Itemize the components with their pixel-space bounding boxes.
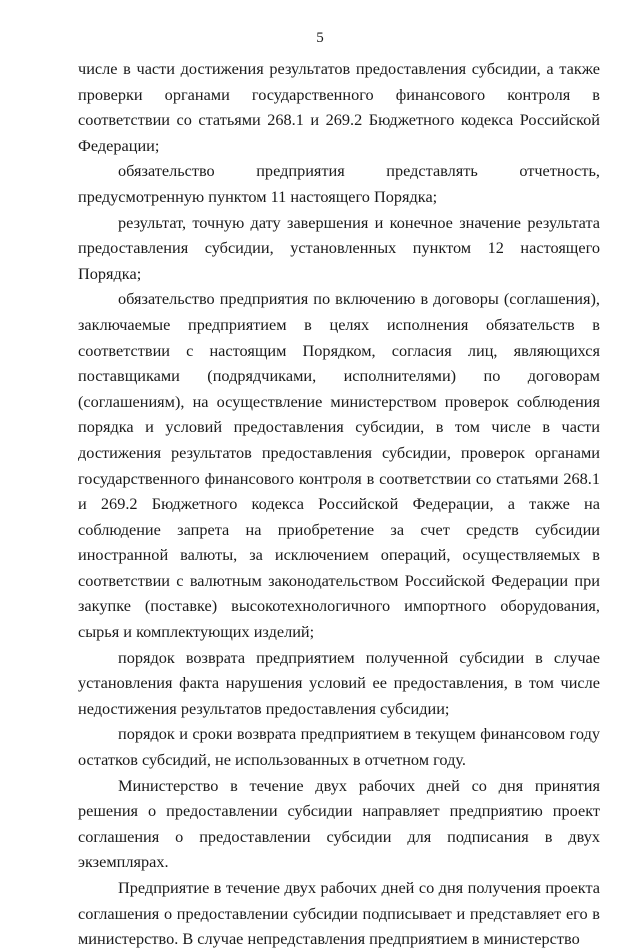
page-number: 5 [316,30,324,46]
paragraph-reporting-obligation: обязательство предприятия представлять отчетность, предусмотренную пунктом 11 настоящего Порядка; [78,161,600,206]
paragraph-ministry-sends: Министерство в течение двух рабочих дней со дня принятия решения о предоставлении субсидии направляет предприятию проект соглашения о предоставлении субсидии для подписания в двух экземплярах. [78,775,600,872]
paragraph-return-procedure: порядок возврата предприятием полученной субсидии в случае установления факта нарушения условий ее предоставления, в том числе недостижения результатов предоставления субсидии; [78,647,600,718]
paragraph-enterprise-signs: Предприятие в течение двух рабочих дней со дня получения проекта соглашения о предоставлении субсидии подписывает и представляет его в министерство. В случае непредставления предприятием в министерство [78,878,600,949]
paragraph-return-terms: порядок и сроки возврата предприятием в текущем финансовом году остатков субсидий, не использованных в отчетном году. [78,724,600,770]
paragraph-continued: числе в части достижения результатов предоставления субсидии, а также проверки органами государственного финансового контроля в соответствии со статьями 268.1 и 269.2 Бюджетного кодекса Российской Федерации; [78,59,600,155]
paragraph-contract-obligation: обязательство предприятия по включению в договоры (соглашения), заключаемые предприятием в целях исполнения обязательств в соответствии с настоящим Порядком, согласия лиц, являющихся поставщиками (подрядчиками, исполнителями) по договорам (соглашениям), на осуществление министерством проверок соблюдения порядка и условий предоставления субсидии, в том числе в части достижения результатов предоставления субсидии, проверок органами государственного финансового контроля в соответствии со статьями 268.1 и 269.2 Бюджетного кодекса Российской Федерации, а также на соблюдение запрета на приобретение за счет средств субсидии иностранной валюты, за исключением операций, осуществляемых в соответствии с валютным законодательством Российской Федерации при закупке (поставке) высокотехнологичного импортного оборудования, сырья и комплектующих изделий; [78,289,600,642]
paragraph-result-date: результат, точную дату завершения и конечное значение результата предоставления субсидии, установленных пунктом 12 настоящего Порядка; [78,212,600,283]
document-body [78,56,600,952]
